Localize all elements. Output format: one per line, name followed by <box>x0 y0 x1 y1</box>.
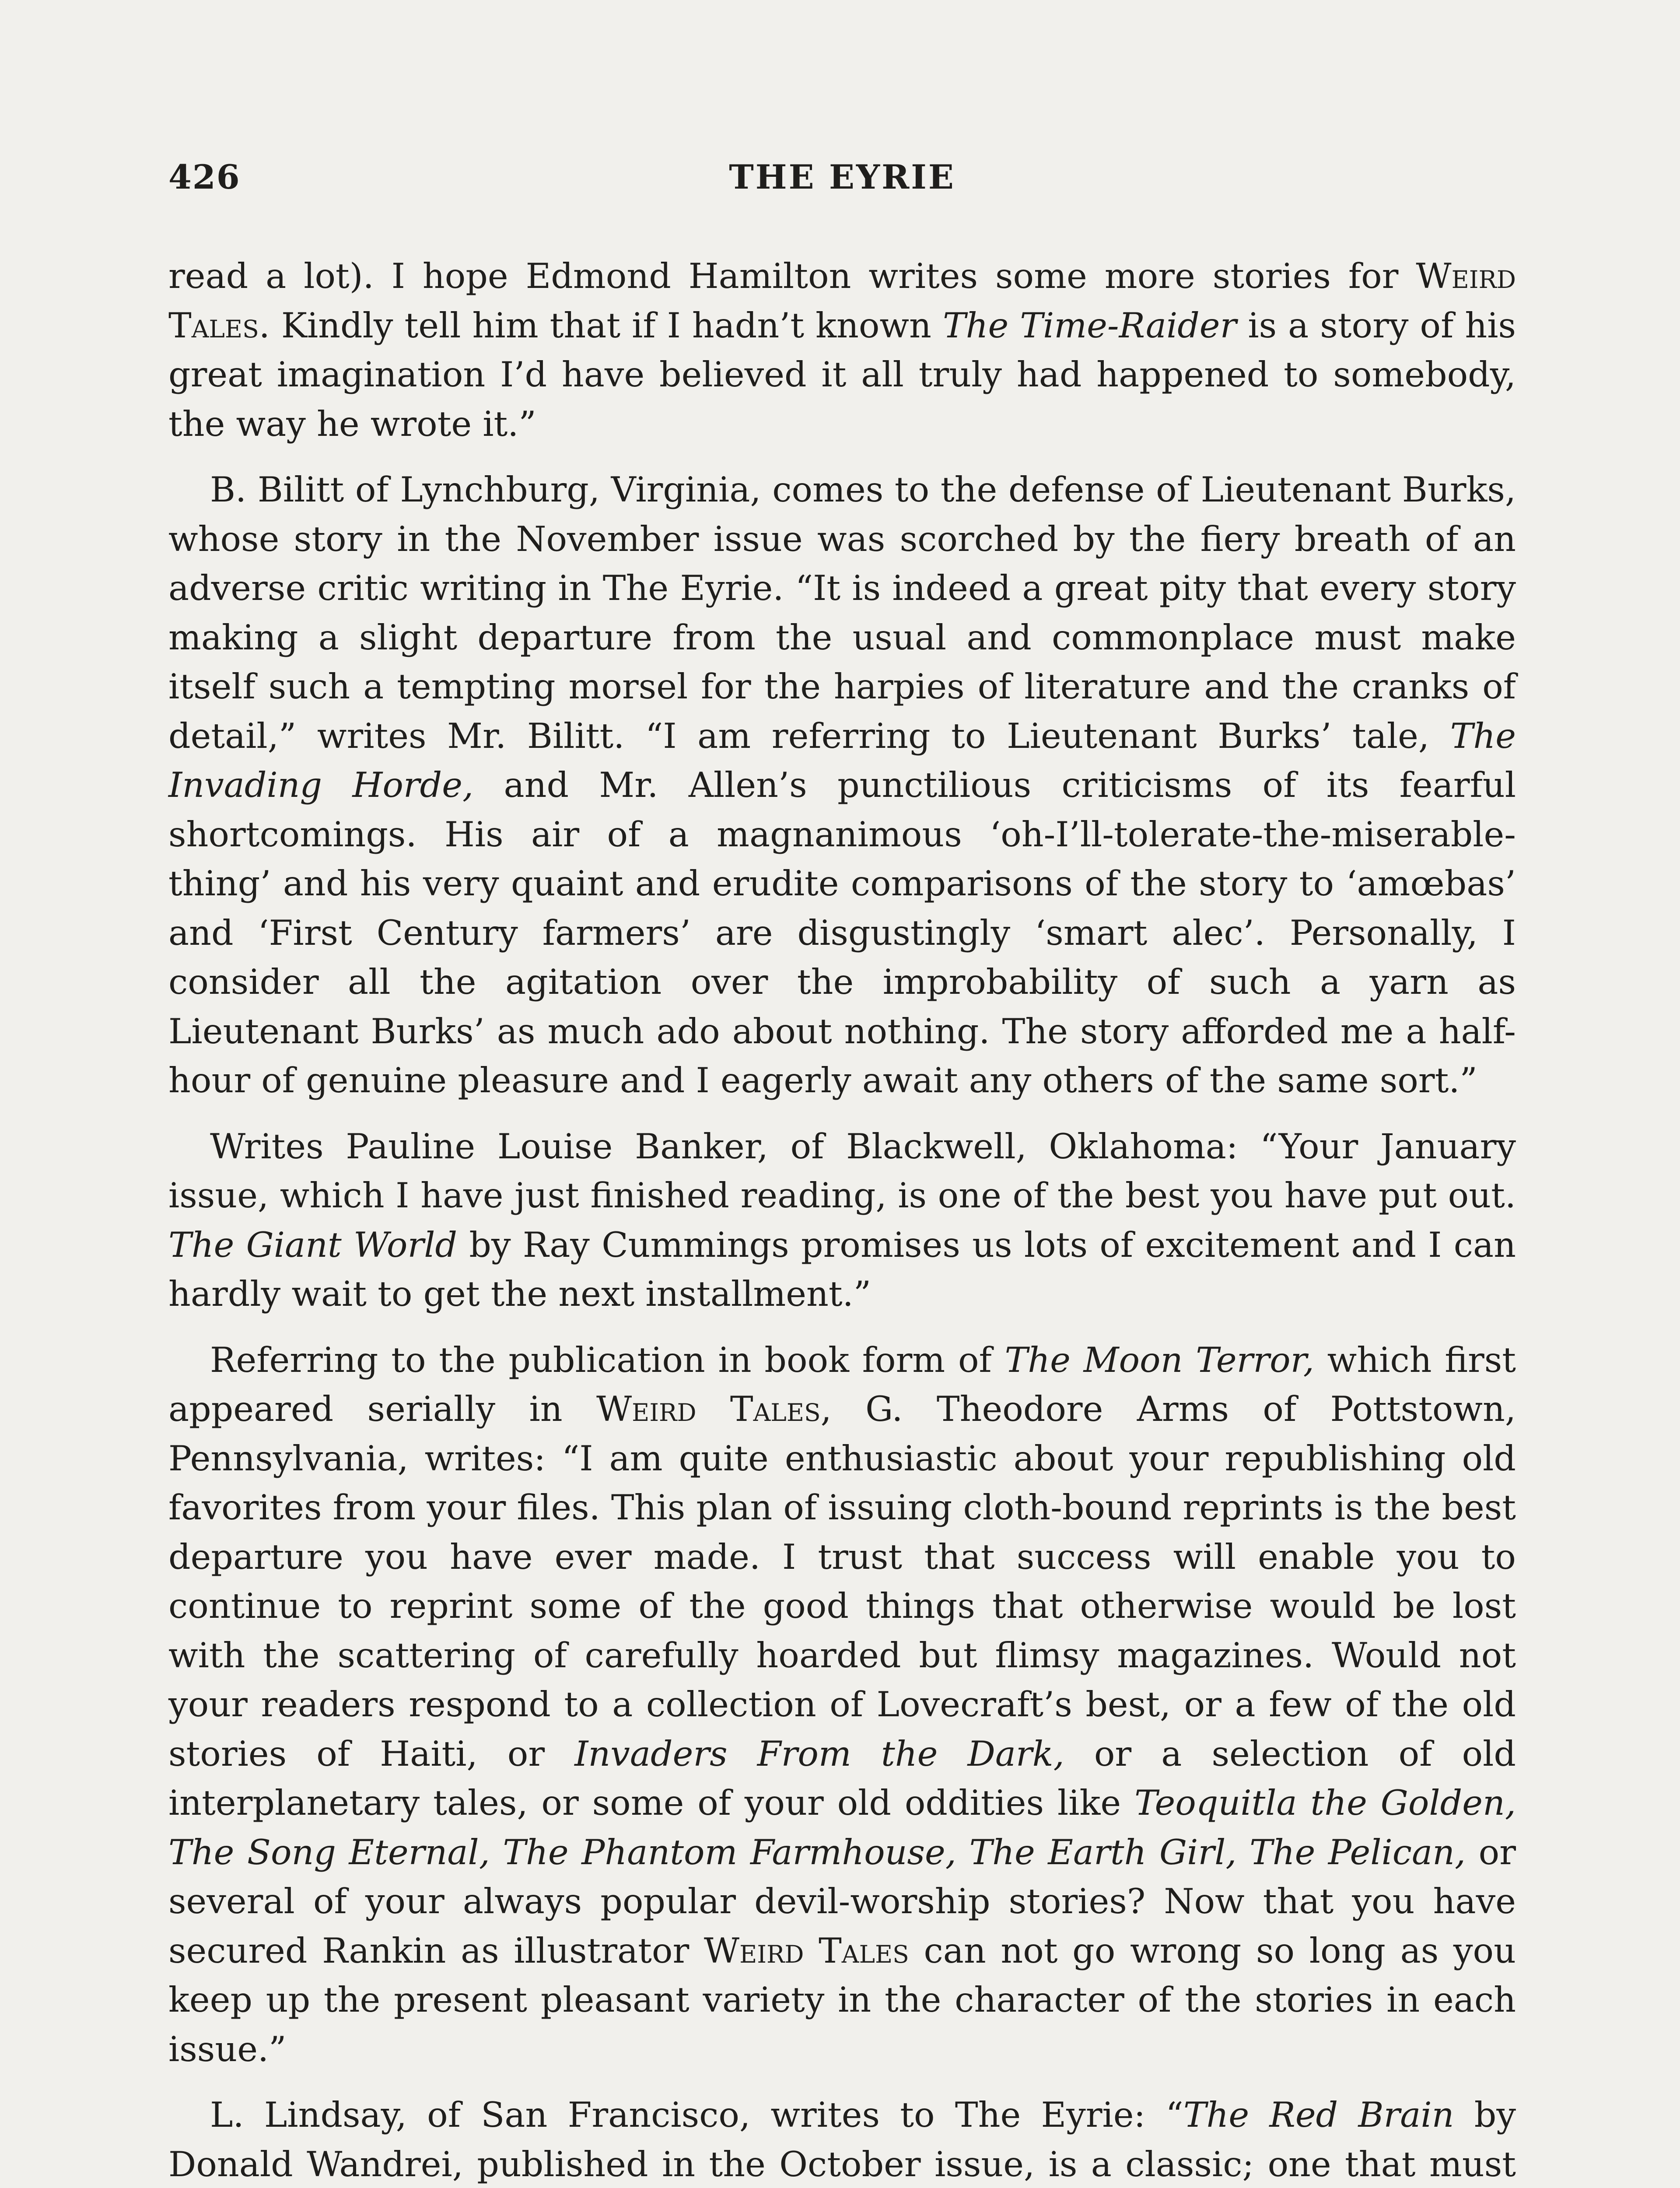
magazine-name: Weird Tales <box>704 1930 909 1971</box>
paragraph <box>168 252 1516 449</box>
text-run: read a lot). I hope Edmond Hamilton writes some more stories for <box>168 256 1416 296</box>
italic-title: The Time-Raider <box>942 305 1237 346</box>
article-body <box>168 252 1516 2188</box>
text-run: can not go wrong so long as you keep up the present pleasant variety in the character of the stories in each issue.” <box>168 1930 1516 2069</box>
text-run: Writes Pauline Louise Banker, of Blackwell, Oklahoma: “Your January issue, which I have just finished reading, is one of the best you have put out. <box>168 1126 1516 1216</box>
text-run: B. Bilitt of Lynchburg, Virginia, comes to the defense of Lieutenant Burks, whose story in the November issue was scorched by the fiery breath of an adverse critic writing in The Eyrie. “It is indeed a great pity that every story making a slight departure from the usual and commonplace must make itself such a tempting morsel for the harpies of literature and the cranks of detail,” writes Mr. Bilitt. “I am referring to Lieutenant Burks’ tale, <box>168 470 1516 756</box>
text-run: is a story of his great imagination I’d have believed it all truly had happened to somebody, the way he wrote it.” <box>168 305 1516 444</box>
italic-title: The Invading Horde, <box>168 715 1516 805</box>
magazine-name: Weird Tales <box>596 1389 821 1429</box>
page-header <box>168 158 1516 210</box>
paragraph <box>168 465 1516 1105</box>
text-run: which first appeared serially in <box>168 1339 1516 1429</box>
text-run: by Ray Cummings promises us lots of excitement and I can hardly wait to get the next installment.” <box>168 1224 1516 1314</box>
running-head: THE EYRIE <box>729 158 956 196</box>
text-run: L. Lindsay, of San Francisco, writes to The Eyrie: “ <box>210 2095 1183 2135</box>
paragraph <box>168 1122 1516 1319</box>
italic-title: The Giant World <box>168 1224 458 1265</box>
paragraph <box>168 2090 1516 2188</box>
text-run: by Donald Wandrei, published in the October issue, is a classic; one that must <box>168 2095 1516 2184</box>
magazine-name: Weird Tales <box>168 256 1516 346</box>
italic-title: The Moon Terror, <box>1004 1339 1314 1380</box>
text-run: or a selection of old interplanetary tales, or some of your old oddities like <box>168 1733 1516 1823</box>
text-run: . Kindly tell him that if I hadn’t known <box>259 305 943 346</box>
italic-title: Invaders From the Dark, <box>574 1733 1064 1774</box>
text-run: Referring to the publication in book form of <box>210 1339 1005 1380</box>
text-run: and Mr. Allen’s punctilious criticisms of its fearful shortcomings. His air of a magnanimous ‘oh-I’ll-tolerate-the-miserable-thing’ and his very quaint and erudite comparisons of the story to ‘amœbas’ and ‘First Century farmers’ are disgustingly ‘smart alec’. Personally, I consider all the agitation over the improbability of such a yarn as Lieutenant Burks’ as much ado about nothing. The story afforded me a half-hour of genuine pleasure and I eagerly await any others of the same sort.” <box>168 765 1516 1101</box>
paragraph <box>168 1336 1516 2074</box>
italic-title: Teoquitla the Golden, The Song Eternal, The Phantom Farmhouse, The Earth Girl, The Pelican, <box>168 1783 1516 1872</box>
text-run: or several of your always popular devil-worship stories? Now that you have secured Rankin as illustrator <box>168 1832 1516 1971</box>
page-number: 426 <box>168 158 241 196</box>
text-run: , G. Theodore Arms of Pottstown, Pennsylvania, writes: “I am quite enthusiastic about your republishing old favorites from your files. This plan of issuing cloth-bound reprints is the best departure you have ever made. I trust that success will enable you to continue to reprint some of the good things that otherwise would be lost with the scattering of carefully hoarded but flimsy magazines. Would not your readers respond to a collection of Lovecraft’s best, or a few of the old stories of Haiti, or <box>168 1389 1516 1774</box>
italic-title: The Red Brain <box>1183 2095 1454 2135</box>
